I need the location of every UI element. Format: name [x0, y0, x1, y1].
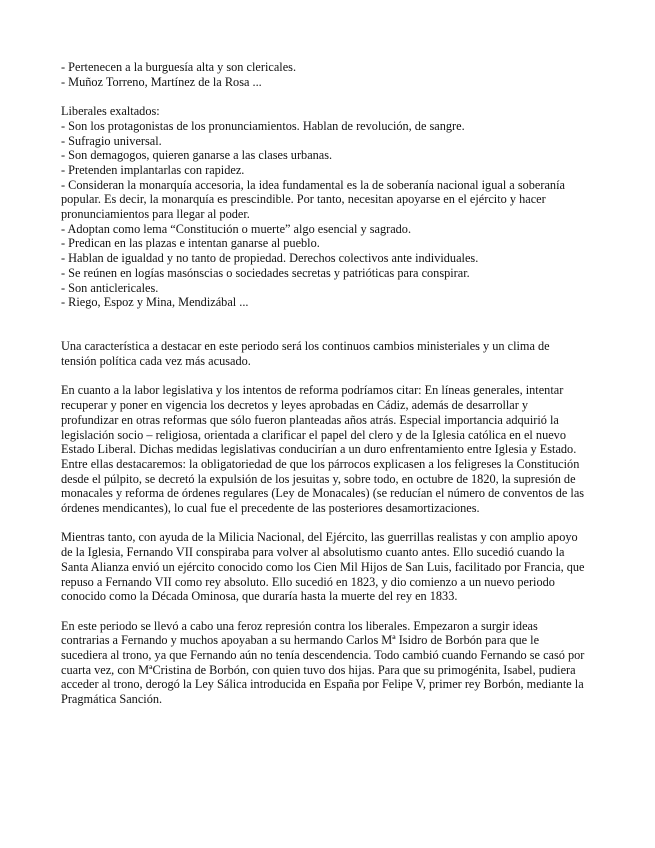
moderados-tail	[61, 60, 585, 89]
paragraph-absolutism-return: Mientras tanto, con ayuda de la Milicia Nacional, del Ejército, las guerrillas realistas y con amplio apoyo de la Iglesia, Fernando VII conspiraba para volver al absolutismo cuanto antes. Ello sucedió cuando la Santa Alianza envió un ejército conocido como los Cien Mil Hijos de San Luis, facilitado por Francia, que repuso a Fernando VII como rey absoluto. Ello sucedió en 1823, y dio comienzo a un nuevo periodo conocido como la Década Ominosa, que duraría hasta la muerte del rey en 1833.	[61, 530, 585, 604]
list-item: - Son los protagonistas de los pronunciamientos. Hablan de revolución, de sangre.	[61, 118, 465, 133]
list-item: - Son anticlericales.	[61, 280, 159, 295]
list-item: - Hablan de igualdad y no tanto de propiedad. Derechos colectivos ante individuales.	[61, 251, 479, 266]
list-item: - Adoptan como lema “Constitución o muerte” algo esencial y sagrado.	[61, 221, 412, 236]
list-item: - Pretenden implantarlas con rapidez.	[61, 162, 245, 177]
paragraph-political-climate: Una característica a destacar en este periodo será los continuos cambios ministeriales y un clima de tensión política cada vez más acusado.	[61, 339, 550, 369]
list-item: - Consideran la monarquía accesoria, la idea fundamental es la de soberanía nacional igual a soberanía popular. Es decir, la monarquía es prescindible. Por tanto, necesitan apoyarse en el ejército y hacer pronunciamientos para llegar al poder.	[61, 177, 565, 222]
list-item: - Riego, Espoz y Mina, Mendizábal ...	[61, 295, 249, 310]
list-item: - Predican en las plazas e intentan ganarse al pueblo.	[61, 236, 320, 251]
list-item: - Se reúnen en logías masónscias o sociedades secretas y patrióticas para conspirar.	[61, 265, 470, 280]
list-item: - Pertenecen a la burguesía alta y son clericales.	[61, 60, 297, 74]
exaltados-section	[61, 104, 585, 310]
section-heading: Liberales exaltados:	[61, 104, 160, 119]
list-item: - Muñoz Torreno, Martínez de la Rosa ...	[61, 74, 262, 89]
paragraph-repression-succession: En este periodo se llevó a cabo una feroz represión contra los liberales. Empezaron a surgir ideas contrarias a Fernando y muchos apoyaban a su hermando Carlos Mª Isidro de Borbón para que le sucediera al trono, ya que Fernando aún no tenía descendencia. Todo cambió cuando Fernando se casó por cuarta vez, con MªCristina de Borbón, con quien tuvo dos hijas. Para que su primogénita, Isabel, pudiera acceder al trono, derogó la Ley Sálica introducida en España por Felipe V, primer rey Borbón, mediante la Pragmática Sanción.	[61, 618, 585, 707]
paragraph-legislation: En cuanto a la labor legislativa y los intentos de reforma podríamos citar: En líneas generales, intentar recuperar y poner en vigencia los decretos y leyes aprobadas en Cádiz, además de desarrollar y profundizar en otras reformas que sólo fueron planteadas años atrás. Especial importancia adquirió la legislación socio – religiosa, orientada a clarificar el papel del clero y de la Iglesia católica en el nuevo Estado Liberal. Dichas medidas legislativas conducirían a un duro enfrentamiento entre Iglesia y Estado. Entre ellas destacaremos: la obligatoriedad de que los párrocos explicasen a los feligreses la Constitución desde el púlpito, se decretó la expulsión de los jesuitas y, sobre todo, en octubre de 1820, la supresión de monacales y reforma de órdenes regulares (Ley de Monacales) (se reducían el número de conventos de las órdenes mendicantes), lo cual fue el precedente de las posteriores desamortizaciones.	[61, 383, 585, 516]
list-item: - Son demagogos, quieren ganarse a las clases urbanas.	[61, 148, 333, 163]
list-item: - Sufragio universal.	[61, 133, 162, 148]
